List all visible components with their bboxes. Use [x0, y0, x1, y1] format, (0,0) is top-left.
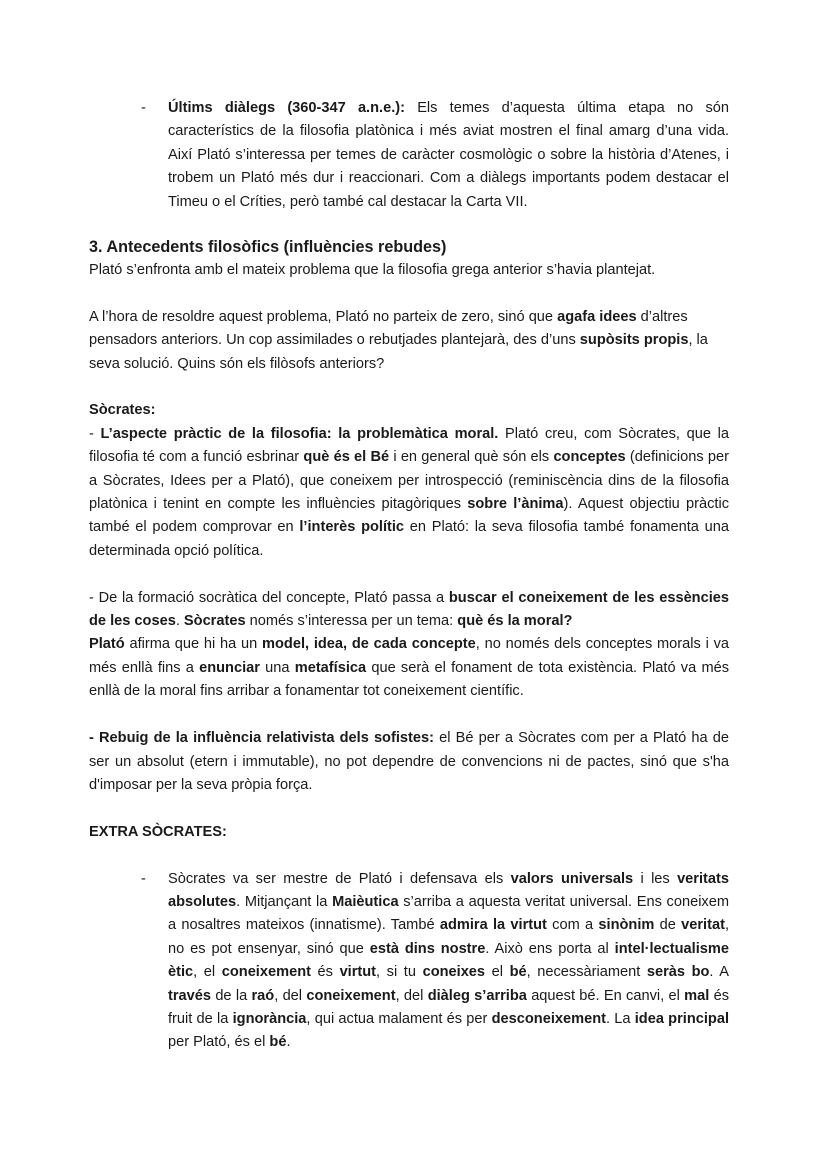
- text-run: Maièutica: [332, 893, 399, 910]
- text-run: raó: [251, 987, 275, 1004]
- text-run: per Plató, és el: [168, 1034, 270, 1051]
- text-run: .: [286, 1034, 291, 1051]
- text-run: agafa idees: [557, 308, 637, 325]
- text-run: ignorància: [232, 1010, 307, 1027]
- text-run: només s’interessa per un tema:: [245, 613, 458, 630]
- text-run: -: [89, 425, 101, 442]
- bullet-dash: -: [141, 870, 146, 887]
- bullet-dash: -: [141, 100, 146, 116]
- text-run: Plató creu, com Sòcrates, que la filosofia té com a funció esbrinar: [89, 425, 729, 466]
- text-run: coneixement: [306, 987, 396, 1004]
- sophists-paragraph: [89, 727, 729, 797]
- text-run: conceptes: [553, 449, 626, 466]
- text-run: enunciar: [199, 659, 260, 676]
- section-intro-paragraph: Plató s’enfronta amb el mateix problema que la filosofia grega anterior s’havia plantejat.: [89, 262, 656, 279]
- text-run: què és el Bé: [303, 449, 390, 466]
- antecedents-paragraph: [89, 306, 729, 376]
- text-run: d’altres pensadors anteriors. Un cop assimilades o rebutjades plantejarà, des d’uns: [89, 308, 688, 349]
- bullet-ultims-dialegs: [89, 97, 729, 214]
- text-run: desconeixement: [491, 1010, 606, 1027]
- text-run: mal: [684, 987, 710, 1004]
- text-run: . Això ens porta al: [485, 940, 615, 957]
- text-run: , si tu: [376, 964, 423, 981]
- text-run: Sòcrates:: [89, 402, 156, 419]
- text-run: , la seva solució. Quins són els filòsofs anteriors?: [89, 332, 708, 372]
- text-run: s’arriba a aquesta veritat universal. Ens coneixem a nosaltres mateixos (innatisme). També: [168, 893, 730, 934]
- text-run: través: [168, 987, 212, 1004]
- text-run: és fruit de la: [168, 987, 729, 1027]
- text-run: intel·lectualisme ètic: [168, 940, 729, 981]
- text-run: A l’hora de resoldre aquest problema, Plató no parteix de zero, sinó que: [89, 308, 558, 325]
- text-run: diàleg s’arriba: [427, 987, 527, 1004]
- text-run: , del: [395, 987, 428, 1004]
- text-run: afirma que hi ha un: [124, 636, 263, 653]
- text-run: seràs bo: [646, 964, 710, 981]
- text-run: EXTRA SÒCRATES:: [89, 823, 227, 840]
- text-run: veritat: [681, 917, 725, 934]
- text-run: que serà el fonament de tota existència. Plató va més enllà de la moral fins arribar a fonamentar tot coneixement científic.: [89, 659, 730, 700]
- text-run: valors universals: [510, 870, 634, 887]
- text-run: (definicions per a Sòcrates, Idees per a Plató), que coneixem per introspecció (reminiscència dins de la filosofia platònica i tenint en compte les influències pitagòriques: [89, 449, 729, 513]
- socrates-practical-paragraph: [89, 423, 729, 563]
- text-run: , del: [274, 987, 307, 1004]
- text-run: el Bé per a Sòcrates com per a Plató ha de ser un absolut (etern i immutable), no pot dependre de convencions ni de pactes, sinó que s'ha d'imposar per la seva pròpia força.: [89, 730, 730, 793]
- text-run: , qui actua malament és per: [306, 1010, 492, 1027]
- document-body: [89, 97, 729, 1055]
- text-run: què és la moral?: [457, 613, 573, 630]
- extra-title: [89, 821, 729, 844]
- bullet-lead: Últims diàlegs (360-347 a.n.e.):: [168, 100, 405, 116]
- text-run: aquest bé. En canvi, el: [526, 987, 685, 1004]
- text-run: sinònim: [598, 917, 655, 934]
- text-run: una: [259, 659, 295, 676]
- text-run: admira la virtut: [439, 917, 547, 934]
- text-run: . La: [606, 1010, 635, 1027]
- text-run: metafísica: [294, 659, 367, 676]
- text-run: bé: [509, 964, 527, 981]
- text-run: model, idea, de cada concepte: [262, 636, 476, 653]
- text-run: - Rebuig de la influència relativista dels sofistes:: [89, 730, 434, 747]
- bullet-extra-socrates: [89, 868, 729, 1055]
- text-run: , el: [193, 964, 222, 981]
- text-run: , necessàriament: [526, 964, 647, 981]
- text-run: veritats absolutes: [168, 870, 729, 910]
- text-run: de la: [211, 987, 252, 1004]
- text-run: com a: [546, 917, 599, 934]
- text-run: i les: [633, 870, 678, 887]
- text-run: Plató: [89, 636, 125, 653]
- text-run: és: [310, 964, 340, 981]
- text-run: en Plató: la seva filosofia també fonamenta una determinada opció política.: [89, 519, 729, 559]
- text-run: . Mitjançant la: [236, 893, 333, 910]
- text-run: Sòcrates va ser mestre de Plató i defensava els: [168, 870, 511, 887]
- text-run: ). Aquest objectiu pràctic també el podem comprovar en: [89, 496, 729, 536]
- text-run: buscar el coneixement de les essències de les coses: [89, 589, 729, 630]
- text-run: - De la formació socràtica del concepte, Plató passa a: [89, 589, 449, 606]
- socrates-title: [89, 399, 729, 422]
- text-run: virtut: [339, 964, 377, 981]
- plato-model-paragraph: [89, 633, 729, 703]
- text-run: coneixes: [422, 964, 486, 981]
- section-heading: 3. Antecedents filosòfics (influències rebudes): [89, 238, 447, 257]
- text-run: està dins nostre: [369, 940, 486, 957]
- text-run: i en general què són els: [389, 449, 554, 466]
- bullet-text: [168, 97, 729, 214]
- bullet-body: Els temes d’aquesta última etapa no són característics de la filosofia platònica i més aviat mostren el final amarg d’una vida. Així Plató s’interessa per temes de caràcter cosmològic o sobre la història d’Atenes, i trobem un Plató més dur i reaccionari. Com a diàlegs importants podem destacar el Timeu o el Críties, però també cal destacar la Carta VII.: [168, 100, 729, 210]
- text-run: Sòcrates: [183, 613, 246, 630]
- text-run: idea principal: [634, 1010, 730, 1027]
- text-run: bé: [269, 1034, 287, 1051]
- text-run: L’aspecte pràctic de la filosofia: la problemàtica moral.: [100, 425, 499, 442]
- text-run: el: [485, 964, 510, 981]
- text-run: , no es pot ensenyar, sinó que: [168, 917, 730, 957]
- socrates-concept-paragraph: [89, 587, 729, 634]
- text-run: de: [654, 917, 682, 934]
- text-run: coneixement: [221, 964, 311, 981]
- extra-paragraph: [168, 868, 729, 1055]
- text-run: supòsits propis: [579, 332, 689, 349]
- text-run: .: [175, 613, 184, 630]
- text-run: l’interès polític: [299, 519, 405, 536]
- text-run: sobre l’ànima: [467, 496, 564, 513]
- text-run: . A: [709, 964, 729, 981]
- text-run: , no només dels conceptes morals i va més enllà fins a: [89, 636, 729, 676]
